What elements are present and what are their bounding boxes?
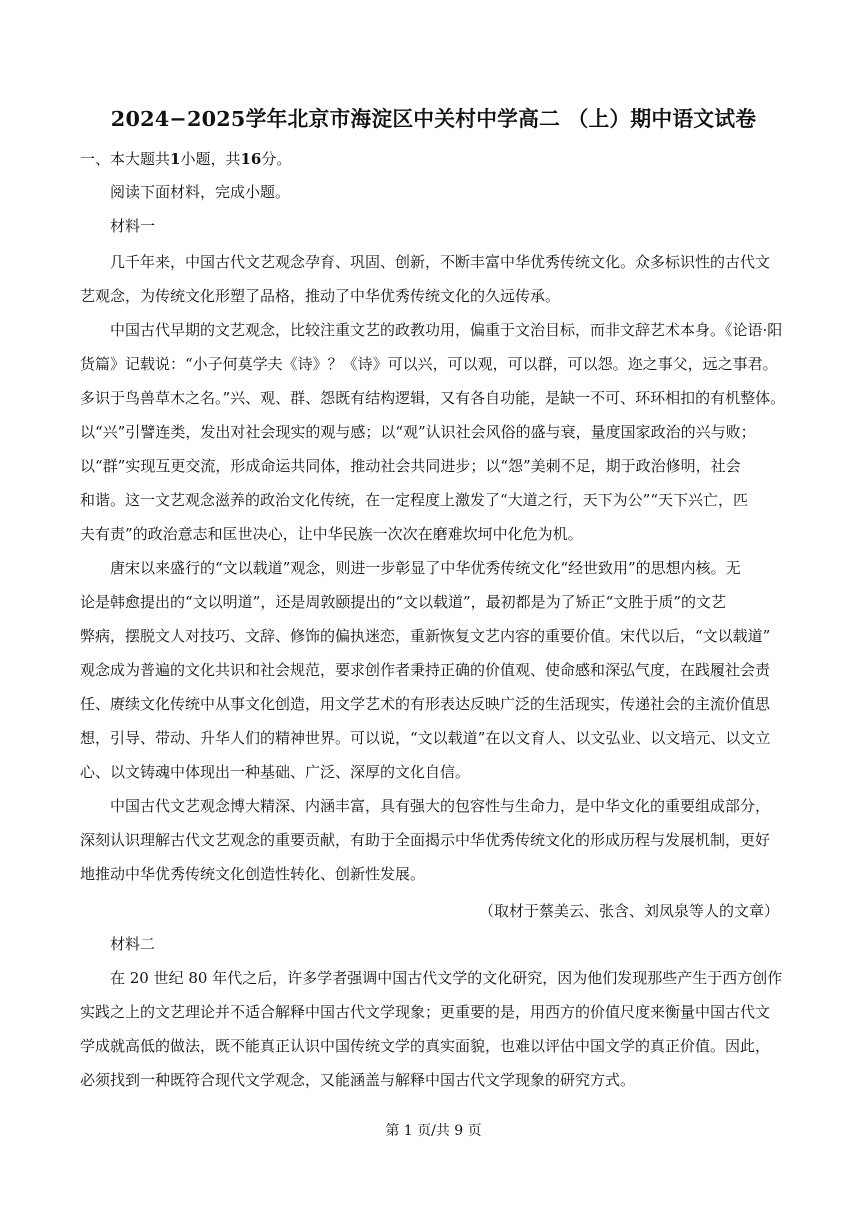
- m1-line: 任、赓续文化传统中从事文化创造，用文学艺术的有形表达反映广泛的生活现实，传递社会的主流价值思: [80, 695, 771, 713]
- m2-line: 在 20 世纪 80 年代之后，许多学者强调中国古代文学的文化研究，因为他们发现那些产生于西方创作: [110, 969, 783, 987]
- material2-label: 材料二: [110, 935, 156, 953]
- section-suffix: 分。: [261, 150, 292, 168]
- instruction: 阅读下面材料，完成小题。: [110, 183, 291, 201]
- m1-line: 几千年来，中国古代文艺观念孕育、巩固、创新，不断丰富中华优秀传统文化。众多标识性的古代文: [110, 253, 771, 271]
- m1-line: 以“兴”引譬连类，发出对社会现实的观与感；以“观”认识社会风俗的盛与衰，量度国家政治的兴与败；: [80, 423, 756, 441]
- m1-line: 中国古代文艺观念博大精深、内涵丰富，具有强大的包容性与生命力，是中华文化的重要组成部分，: [110, 797, 771, 815]
- m1-line: 和谐。这一文艺观念滋养的政治文化传统，在一定程度上激发了“大道之行，天下为公”“天下兴亡，匹: [80, 491, 749, 509]
- exam-title: 2024−2025学年北京市海淀区中关村中学高二 （上）期中语文试卷: [110, 106, 757, 131]
- m1-line: 弊病，摆脱文人对技巧、文辞、修饰的偏执迷恋，重新恢复文艺内容的重要价值。宋代以后，“文以载道”: [80, 627, 771, 645]
- m1-line: 地推动中华优秀传统文化创造性转化、创新性发展。: [80, 865, 426, 883]
- m2-line: 实践之上的文艺理论并不适合解释中国古代文学现象；更重要的是，用西方的价值尺度来衡量中国古代文: [80, 1003, 771, 1021]
- source-citation: （取材于蔡美云、张含、刘凤泉等人的文章）: [478, 902, 779, 920]
- m1-line: 多识于鸟兽草木之名。”兴、观、群、怨既有结构逻辑，又有各自功能，是缺一不可、环环相扣的有机整体。: [80, 389, 786, 407]
- m2-line: 必须找到一种既符合现代文学观念，又能涵盖与解释中国古代文学现象的研究方式。: [80, 1071, 636, 1089]
- m1-line: 唐宋以来盛行的“文以载道”观念，则进一步彰显了中华优秀传统文化“经世致用”的思想内核。无: [110, 559, 741, 577]
- m2-line: 学成就高低的做法，既不能真正认识中国传统文学的真实面貌，也难以评估中国文学的真正价值。因此，: [80, 1037, 771, 1055]
- m1-line: 以“群”实现互更交流，形成命运共同体，推动社会共同进步；以“怨”美刺不足，期于政治修明，社会: [80, 457, 741, 475]
- m1-line: 论是韩愈提出的“文以明道”，还是周敦颐提出的“文以载道”，最初都是为了矫正“文胜于质”的文艺: [80, 593, 727, 611]
- section-score: 16: [240, 150, 262, 168]
- m1-line: 货篇》记载说：“小子何莫学夫《诗》？《诗》可以兴，可以观，可以群，可以怨。迩之事父，远之事君。: [80, 355, 778, 373]
- m1-line: 心、以文铸魂中体现出一种基础、广泛、深厚的文化自信。: [80, 763, 471, 781]
- section-mid: 小题，共: [180, 150, 241, 168]
- page-footer: 第 1 页/共 9 页: [385, 1123, 482, 1139]
- m1-line: 夫有责”的政治意志和匡世决心，让中华民族一次次在磨难坎坷中化危为机。: [80, 525, 583, 543]
- question-count: 1: [170, 150, 181, 168]
- m1-line: 观念成为普遍的文化共识和社会规范，要求创作者秉持正确的价值观、使命感和深弘气度，在践履社会责: [80, 661, 771, 679]
- m1-line: 深刻认识理解古代文艺观念的重要贡献，有助于全面揭示中华优秀传统文化的形成历程与发展机制，更好: [80, 831, 771, 849]
- m1-line: 艺观念，为传统文化形塑了品格，推动了中华优秀传统文化的久远传承。: [80, 287, 561, 305]
- section-prefix: 一、本大题共: [80, 150, 171, 168]
- material1-label: 材料一: [110, 217, 156, 235]
- section-header: [80, 148, 291, 169]
- m1-line: 中国古代早期的文艺观念，比较注重文艺的政教功用，偏重于文治目标，而非文辞艺术本身。《论语·阳: [110, 321, 783, 339]
- m1-line: 想，引导、带动、升华人们的精神世界。可以说，“文以载道”在以文育人、以文弘业、以文培元、以文立: [80, 729, 771, 747]
